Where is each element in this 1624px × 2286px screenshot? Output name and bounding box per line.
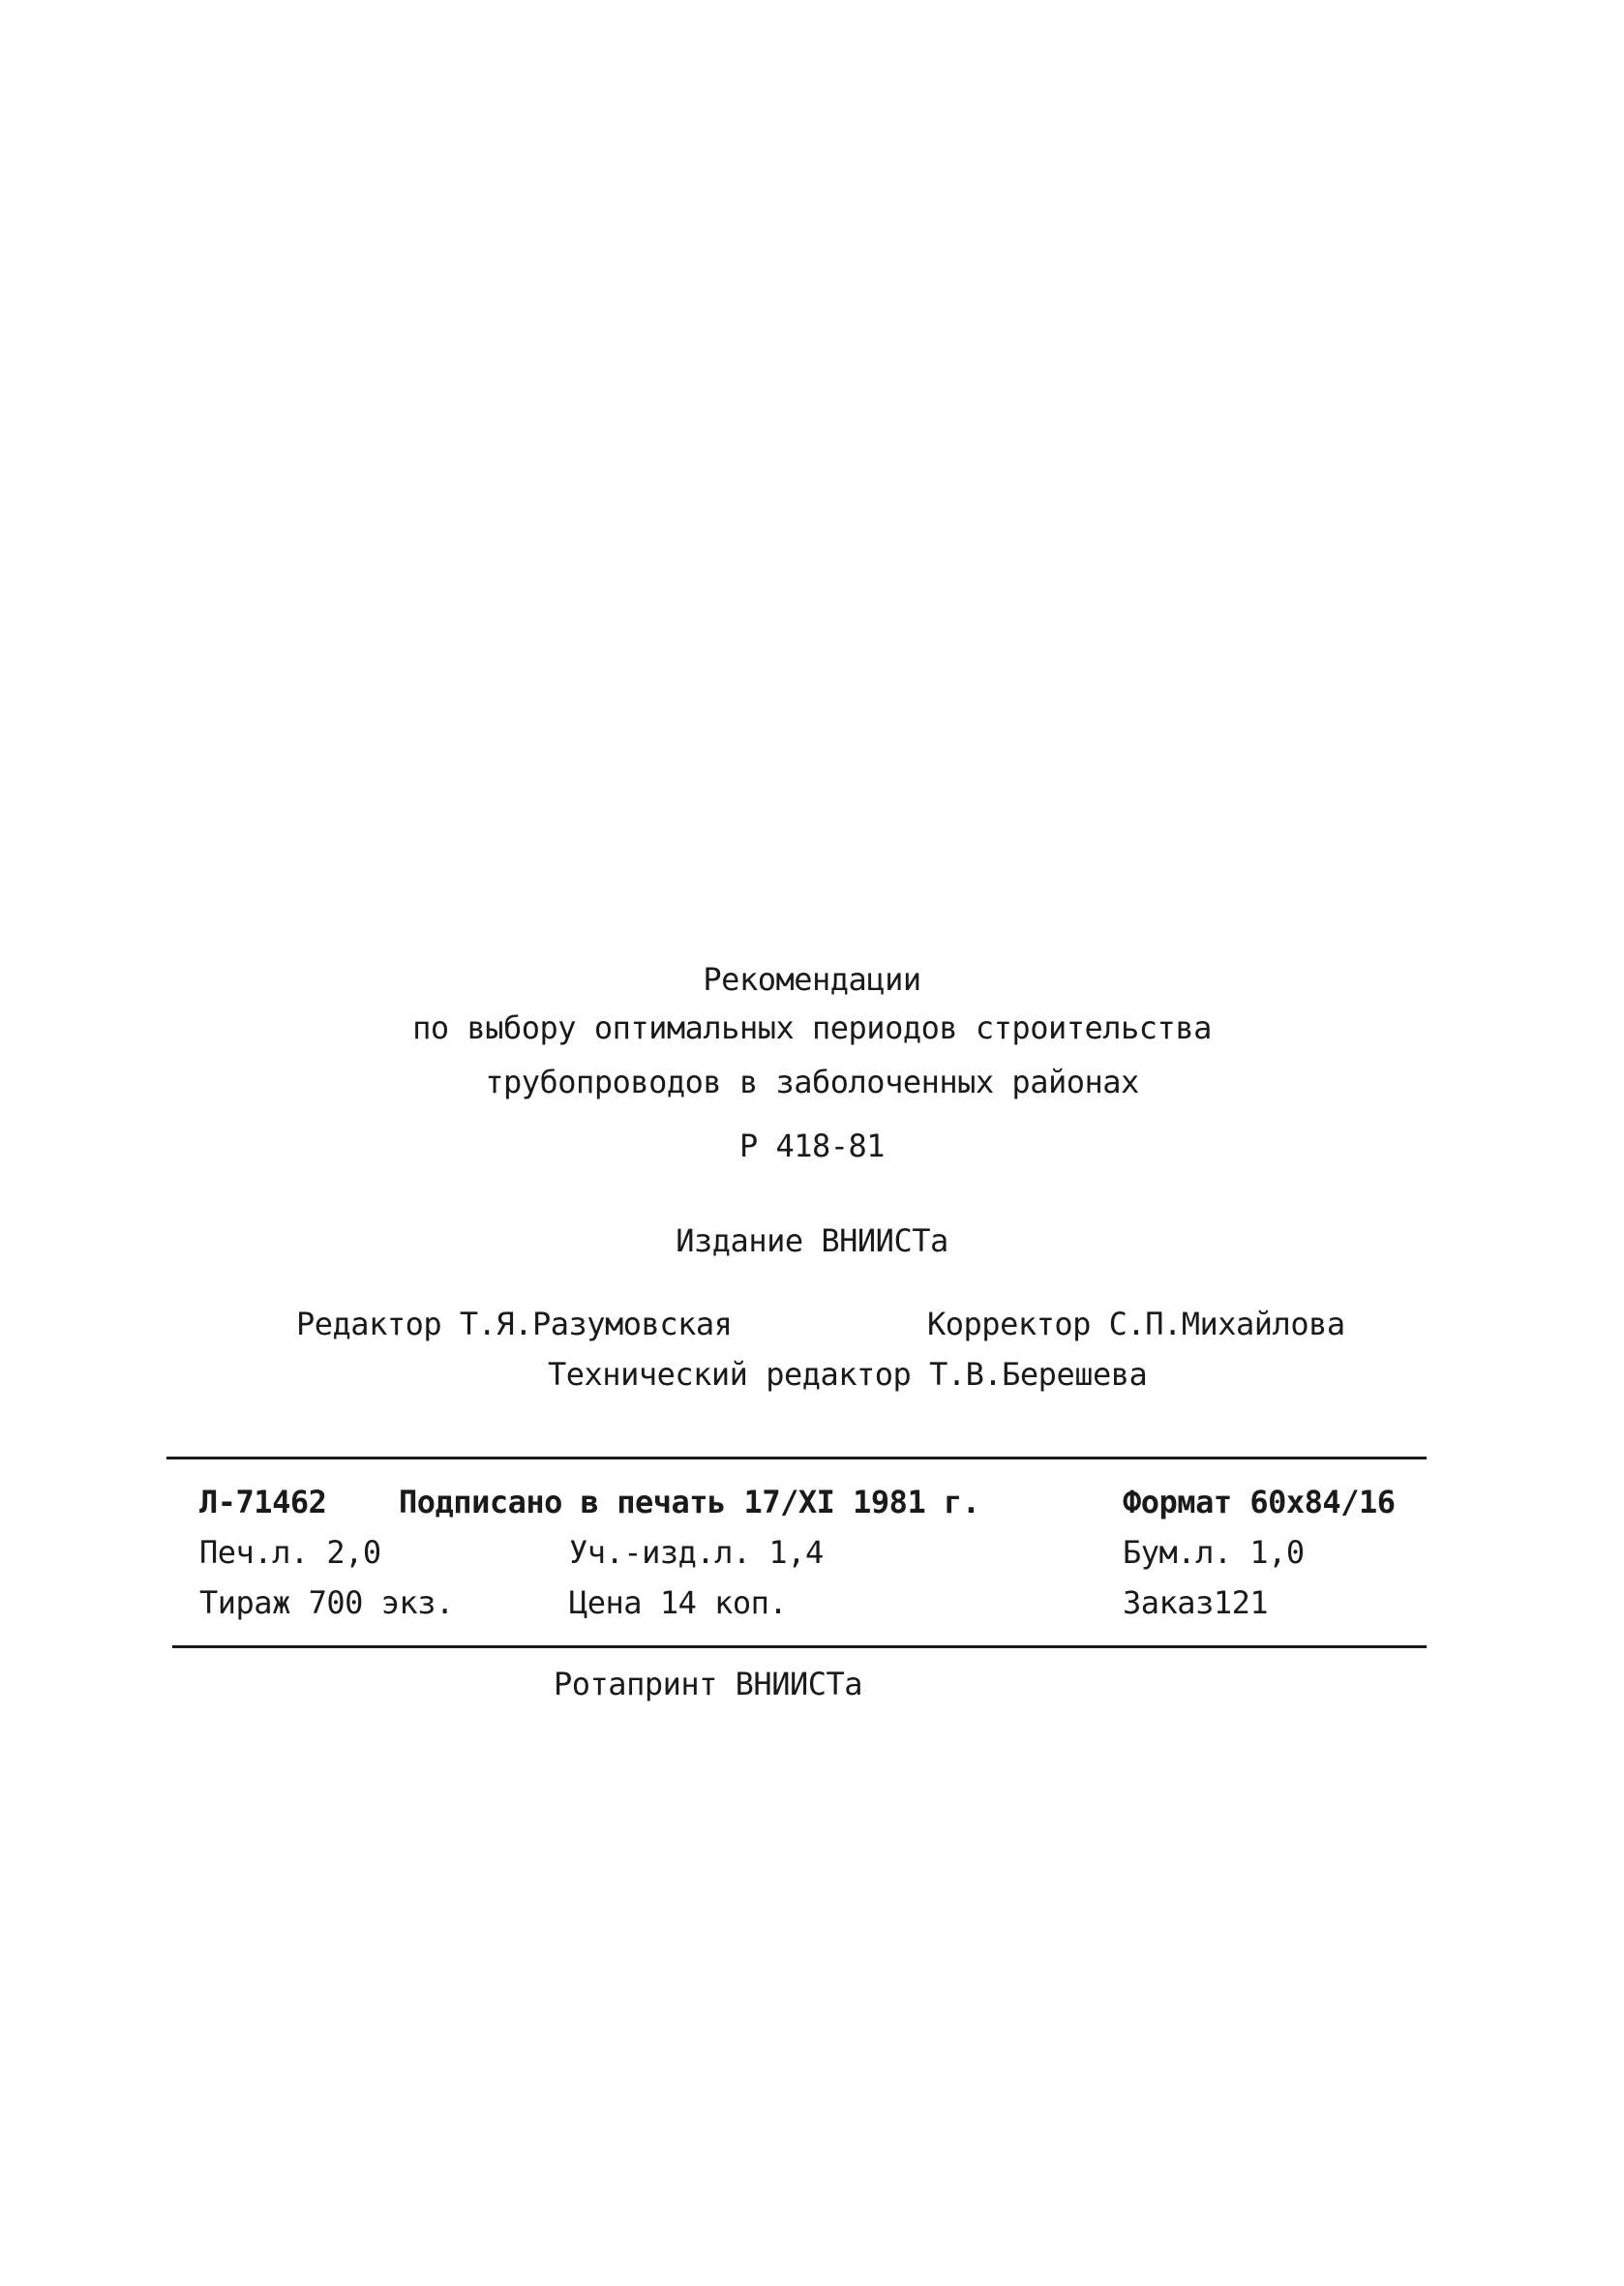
imprint-top-rule (166, 1457, 1427, 1459)
imprint-price: Цена 14 коп. (569, 1584, 788, 1621)
corrector-credit: Корректор С.П.Михайлова (927, 1306, 1345, 1342)
imprint-publisher-sheets: Уч.-изд.л. 1,4 (569, 1534, 824, 1571)
tech-editor-credit: Технический редактор Т.В.Берешева (548, 1356, 1148, 1393)
title-line-1: Рекомендации (703, 961, 921, 998)
imprint-signed-date: Подписано в печать 17/XI 1981 г. (399, 1484, 980, 1520)
publisher-line: Издание ВНИИСТа (676, 1222, 948, 1259)
printer-line: Ротапринт ВНИИСТа (554, 1666, 863, 1702)
imprint-circulation: Тираж 700 экз. (199, 1584, 454, 1621)
editor-credit: Редактор Т.Я.Разумовская (296, 1306, 733, 1342)
imprint-bottom-rule (172, 1645, 1427, 1648)
title-line-2: по выбору оптимальных периодов строительства (412, 1009, 1212, 1046)
imprint-order-number: Л-71462 (199, 1484, 327, 1520)
title-line-3: трубопроводов в заболоченных районах (485, 1064, 1139, 1100)
imprint-print-sheets: Печ.л. 2,0 (199, 1534, 381, 1571)
document-code: Р 418-81 (738, 1128, 886, 1164)
imprint-paper-sheets: Бум.л. 1,0 (1123, 1534, 1305, 1571)
imprint-format: Формат 60x84/16 (1123, 1484, 1396, 1520)
imprint-order: Заказ121 (1123, 1584, 1269, 1621)
